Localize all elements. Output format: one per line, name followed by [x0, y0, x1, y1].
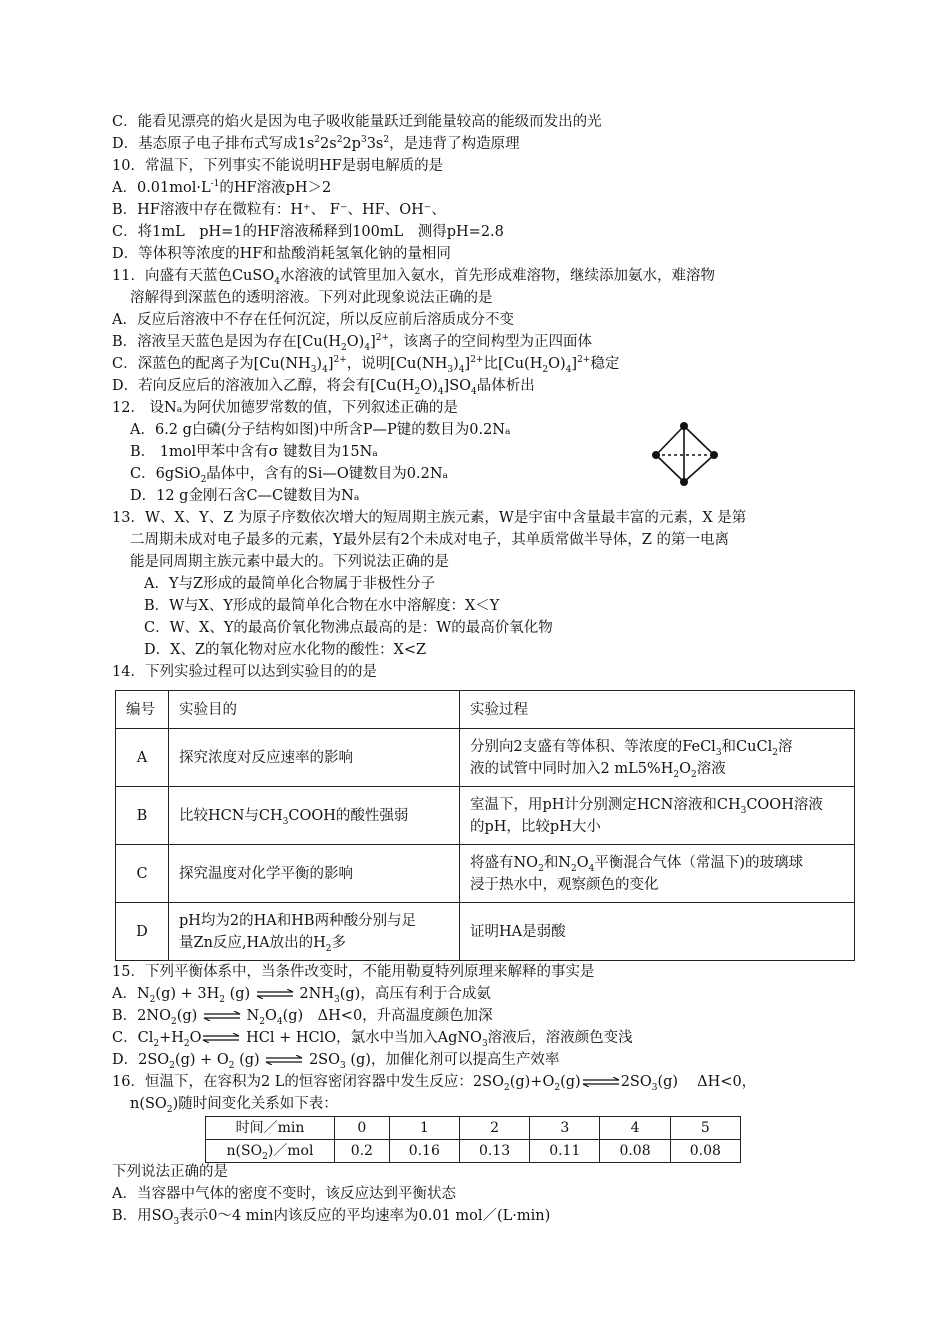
q11-option-b: B．溶液呈天蓝色是因为存在$[Cu(H_2O)_4]^{2+}$，该离子的空间构型为正四面体 — [112, 333, 593, 353]
time-cell: 3 — [530, 1117, 600, 1140]
equilibrium-arrow-icon — [201, 1033, 241, 1043]
q9-option-c: C．能看见漂亮的焰火是因为电子吸收能量跃迁到能量较高的能级而发出的光 — [112, 114, 602, 130]
header-process: 实验过程 — [460, 691, 855, 729]
row-id: C — [116, 845, 169, 903]
equilibrium-arrow-icon — [581, 1077, 621, 1087]
q11-stem-line1: 11．向盛有天蓝色CuSO$_4$水溶液的试管里加入氨水，首先形成难溶物，继续添加氨水，难溶物 — [112, 268, 715, 287]
q12-option-d: D．12 g金刚石含C—C键数目为Nₐ — [130, 488, 360, 504]
value-cell: 0.11 — [530, 1140, 600, 1163]
time-cell: 4 — [600, 1117, 670, 1140]
row-purpose: 探究温度对化学平衡的影响 — [169, 845, 460, 903]
q11-option-a: A．反应后溶液中不存在任何沉淀，所以反应前后溶质成分不变 — [112, 312, 514, 328]
row-purpose: pH均为2的HA和HB两种酸分别与足 量Zn反应,HA放出的$H_2$多 — [169, 903, 460, 961]
equilibrium-arrow-icon — [255, 989, 295, 999]
equilibrium-arrow-icon — [264, 1055, 304, 1065]
table-header-row — [116, 691, 855, 729]
q12-option-b: B． 1mol甲苯中含有σ 键数目为15Nₐ — [130, 444, 378, 460]
equilibrium-arrow-icon — [202, 1011, 242, 1021]
q12-option-a: A．6.2 g白磷(分子结构如图)中所含P—P键的数目为0.2Nₐ — [130, 422, 511, 438]
q13-stem-line1: 13．W、X、Y、Z 为原子序数依次增大的短周期主族元素，W是宇宙中含量最丰富的元素，X 是第 — [112, 510, 747, 526]
table-row-time — [206, 1117, 741, 1140]
q10-stem: 10．常温下，下列事实不能说明HF是弱电解质的是 — [112, 158, 444, 174]
row-purpose: 探究浓度对反应速率的影响 — [169, 729, 460, 787]
q16-table — [205, 1116, 741, 1163]
header-id: 编号 — [116, 691, 169, 729]
q11-stem-line2: 溶解得到深蓝色的透明溶液。下列对此现象说法正确的是 — [130, 290, 493, 306]
table-row — [116, 787, 855, 845]
q9-option-d: D．基态原子电子排布式写成$1s^22s^22p^33s^2$，是违背了构造原理 — [112, 135, 520, 152]
row-id: D — [116, 903, 169, 961]
row-label: 时间／min — [206, 1117, 335, 1140]
table-row — [116, 903, 855, 961]
q11-option-c: C．深蓝色的配离子为$[Cu(NH_3)_4]^{2+}$，说明$[Cu(NH_3)_4]^{2+}$比$[Cu(H_2O)_4]^{2+}$稳定 — [112, 355, 620, 375]
table-row-amount — [206, 1140, 741, 1163]
white-phosphorus-structure — [640, 410, 720, 490]
row-purpose: 比较HCN与$CH_3COOH$的酸性强弱 — [169, 787, 460, 845]
row-process: 将盛有$NO_2$和$N_2O_4$平衡混合气体（常温下)的玻璃球 浸于热水中，观察颜色的变化 — [460, 845, 855, 903]
q15-option-a: A．$N_2(g) + 3H_2$ (g) $2NH_3(g)$，高压有利于合成氨 — [112, 986, 491, 1005]
q13-stem-line2: 二周期未成对电子最多的元素，Y最外层有2个未成对电子，其单质常做半导体，Z 的第一电离 — [130, 532, 729, 548]
table-row — [116, 729, 855, 787]
q13-option-b: B．W与X、Y形成的最简单化合物在水中溶解度：X＜Y — [144, 598, 500, 614]
time-cell: 2 — [459, 1117, 529, 1140]
q12-stem: 12． 设Nₐ为阿伏加德罗常数的值，下列叙述正确的是 — [112, 400, 458, 416]
q15-stem: 15．下列平衡体系中，当条件改变时，不能用勒夏特列原理来解释的事实是 — [112, 964, 595, 980]
row-process: 室温下，用pH计分别测定HCN溶液和$CH_3COOH$溶液 的pH，比较pH大小 — [460, 787, 855, 845]
q15-option-c: C．$Cl_2+H_2O$ HCl + HClO，氯水中当加入AgNO$_3$溶液后，溶液颜色变浅 — [112, 1030, 633, 1049]
q16-stem-line1: 16．恒温下，在容积为2 L的恒容密闭容器中发生反应：$2SO_2(g)+O_2(g)$ $2SO_3(g)$ ΔH<0， — [112, 1074, 757, 1093]
table-row — [116, 845, 855, 903]
q14-table — [115, 690, 855, 961]
value-cell: 0.08 — [600, 1140, 670, 1163]
q16-option-a: A．当容器中气体的密度不变时，该反应达到平衡状态 — [112, 1186, 456, 1202]
q16-stem-line2: $n(SO_2)$随时间变化关系如下表： — [130, 1096, 338, 1115]
q13-stem-line3: 能是同周期主族元素中最大的。下列说法正确的是 — [130, 554, 449, 570]
time-cell: 1 — [389, 1117, 459, 1140]
q12-option-c: C．6gSiO$_2$晶体中，含有的Si—O键数目为0.2Nₐ — [130, 466, 449, 485]
value-cell: 0.08 — [670, 1140, 740, 1163]
row-id: B — [116, 787, 169, 845]
row-id: A — [116, 729, 169, 787]
q13-option-a: A．Y与Z形成的最简单化合物属于非极性分子 — [144, 576, 436, 592]
row-process: 分别向2支盛有等体积、等浓度的FeCl$_3$和CuCl$_2$溶 液的试管中同时加入2 $mL5\%H_2O_2$溶液 — [460, 729, 855, 787]
value-cell: 0.13 — [459, 1140, 529, 1163]
time-cell: 0 — [335, 1117, 390, 1140]
q11-option-d: D．若向反应后的溶液加入乙醇，将会有$[Cu(H_2O)_4]SO_4$晶体析出 — [112, 378, 535, 397]
q10-option-d: D．等体积等浓度的HF和盐酸消耗氢氧化钠的量相同 — [112, 246, 451, 262]
q13-option-d: D．X、Z的氧化物对应水化物的酸性：X<Z — [144, 642, 427, 658]
value-cell: 0.2 — [335, 1140, 390, 1163]
row-process: 证明HA是弱酸 — [460, 903, 855, 961]
q16-prompt: 下列说法正确的是 — [112, 1164, 228, 1180]
row-label: $n(SO_2)/mol$ — [206, 1140, 335, 1163]
q14-stem: 14．下列实验过程可以达到实验目的的是 — [112, 664, 377, 680]
time-cell: 5 — [670, 1117, 740, 1140]
q13-option-c: C．W、X、Y的最高价氧化物沸点最高的是：W的最高价氧化物 — [144, 620, 553, 636]
q16-option-b: B．用$SO_3$表示0～4 min内该反应的平均速率为0.01 mol／(L·min) — [112, 1208, 551, 1227]
q10-option-c: C．将1mL pH=1的HF溶液稀释到100mL 测得pH=2.8 — [112, 224, 504, 240]
q10-option-a: A．$0.01mol\cdot L^{-1}$的HF溶液pH＞2 — [112, 179, 332, 196]
header-purpose: 实验目的 — [169, 691, 460, 729]
q15-option-b: B．$2NO_2(g)$ $N_2O_4(g)$ ΔH<0，升高温度颜色加深 — [112, 1008, 493, 1027]
q10-option-b: B．HF溶液中存在微粒有：H⁺、 F⁻、HF、OH⁻、 — [112, 202, 446, 218]
value-cell: 0.16 — [389, 1140, 459, 1163]
q15-option-d: D．$2SO_2(g) + O_2$ (g) $2SO_3$ (g)，加催化剂可以提高生产效率 — [112, 1052, 560, 1071]
